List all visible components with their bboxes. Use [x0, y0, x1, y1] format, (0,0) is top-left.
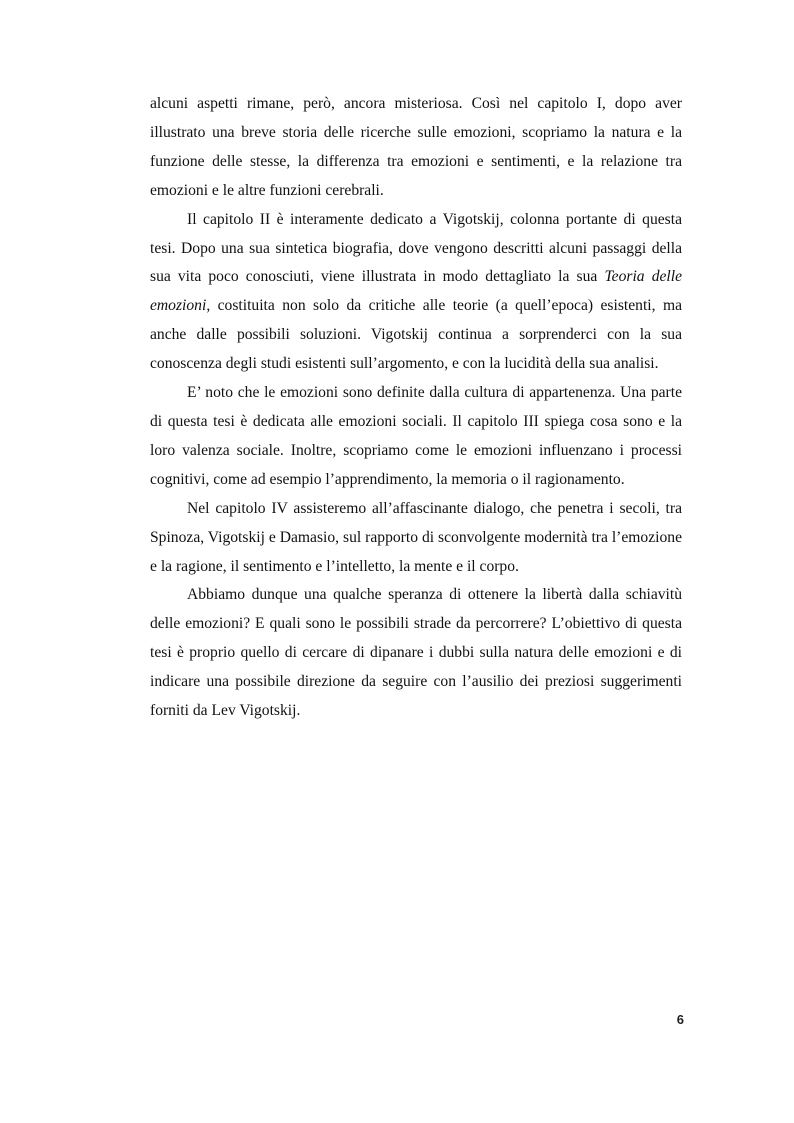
book-title-italic: Teoria delle emozioni	[150, 268, 682, 315]
page-number: 6	[676, 1012, 684, 1027]
paragraph-5	[150, 581, 682, 726]
paragraph-2	[150, 206, 682, 379]
paragraph-5-text: Abbiamo dunque una qualche speranza di ottenere la libertà dalla schiavitù delle emozioni? E quali sono le possibili strade da percorrere? L’obiettivo di questa tesi è proprio quello di cercare di dipanare i dubbi sulla natura delle emozioni e di indicare una possibile direzione da seguire con l’ausilio dei preziosi suggerimenti forniti da Lev Vigotskij.	[150, 586, 682, 720]
paragraph-1	[150, 90, 682, 206]
body-text	[150, 90, 682, 726]
paragraph-3	[150, 379, 682, 495]
paragraph-1-text: alcuni aspetti rimane, però, ancora misteriosa. Così nel capitolo I, dopo aver illustrato una breve storia delle ricerche sulle emozioni, scopriamo la natura e la funzione delle stesse, la differenza tra emozioni e sentimenti, e la relazione tra emozioni e le altre funzioni cerebrali.	[150, 95, 682, 199]
paragraph-2-text-b: , costituita non solo da critiche alle teorie (a quell’epoca) esistenti, ma anche dalle possibili soluzioni. Vigotskij continua a sorprenderci con la sua conoscenza degli studi esistenti sull’argomento, e con la lucidità della sua analisi.	[150, 297, 682, 373]
paragraph-4-text: Nel capitolo IV assisteremo all’affascinante dialogo, che penetra i secoli, tra Spinoza, Vigotskij e Damasio, sul rapporto di sconvolgente modernità tra l’emozione e la ragione, il sentimento e l’intelletto, la mente e il corpo.	[150, 499, 682, 575]
paragraph-4	[150, 495, 682, 582]
paragraph-2-text-a: Il capitolo II è interamente dedicato a Vigotskij, colonna portante di questa tesi. Dopo una sua sintetica biografia, dove vengono descritti alcuni passaggi della sua vita poco conosciuti, viene illustrata in modo dettagliato la sua	[150, 210, 682, 286]
paragraph-3-text: E’ noto che le emozioni sono definite dalla cultura di appartenenza. Una parte di questa tesi è dedicata alle emozioni sociali. Il capitolo III spiega cosa sono e la loro valenza sociale. Inoltre, scopriamo come le emozioni influenzano i processi cognitivi, come ad esempio l’apprendimento, la memoria o il ragionamento.	[150, 384, 682, 488]
